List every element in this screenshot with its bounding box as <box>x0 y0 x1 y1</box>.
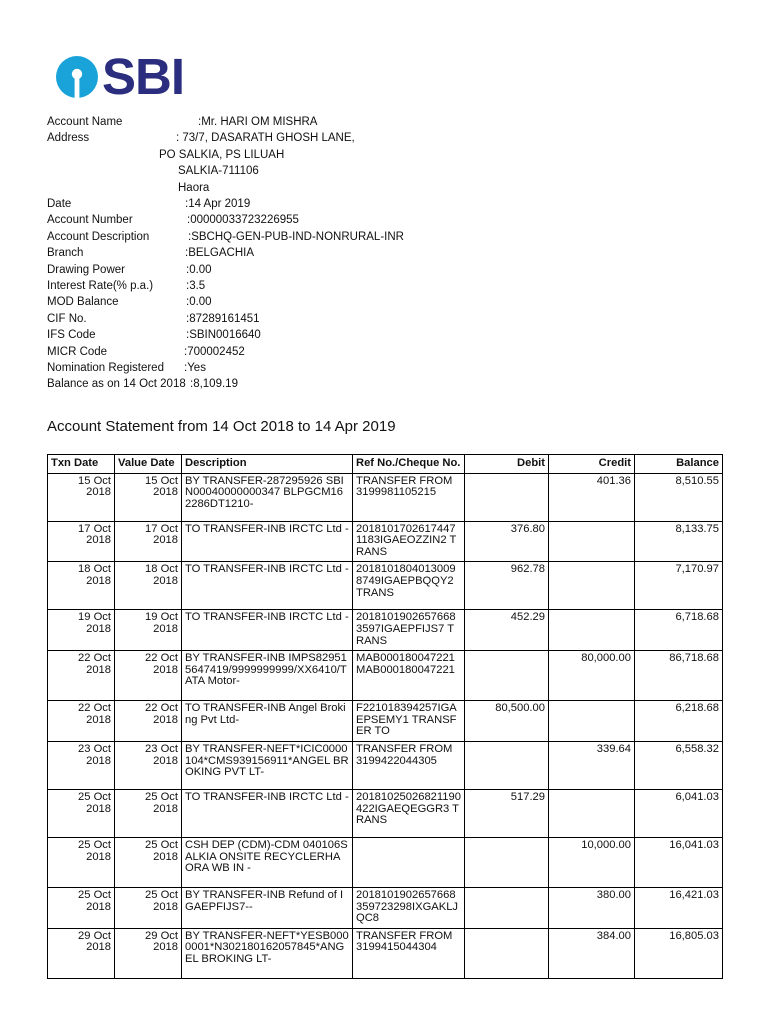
ref-cell: TRANSFER FROM 3199422044305 <box>353 741 465 789</box>
balance-cell: 7,170.97 <box>635 562 723 610</box>
debit-cell: 962.78 <box>465 562 549 610</box>
ifs-code-label: IFS Code <box>47 329 96 342</box>
credit-cell: 80,000.00 <box>549 651 635 701</box>
debit-cell <box>465 473 549 521</box>
txn-date-cell: 15 Oct 2018 <box>48 473 115 521</box>
txn-date-cell: 18 Oct 2018 <box>48 562 115 610</box>
balance-cell: 6,558.32 <box>635 741 723 789</box>
interest-rate-value: :3.5 <box>186 280 206 292</box>
value-date-cell: 22 Oct 2018 <box>115 701 182 742</box>
ref-cell: 20181018040130098749IGAEPBQQY2 TRANS <box>353 562 465 610</box>
value-date-cell: 22 Oct 2018 <box>115 651 182 701</box>
value-date-cell: 15 Oct 2018 <box>115 473 182 521</box>
mod-balance-label: MOD Balance <box>47 296 119 309</box>
debit-cell <box>465 887 549 928</box>
credit-cell <box>549 701 635 742</box>
value-date-cell: 29 Oct 2018 <box>115 928 182 978</box>
txn-date-cell: 23 Oct 2018 <box>48 741 115 789</box>
ref-cell: TRANSFER FROM 3199415044304 <box>353 928 465 978</box>
txn-date-cell: 22 Oct 2018 <box>48 651 115 701</box>
debit-cell <box>465 837 549 887</box>
value-date-cell: 19 Oct 2018 <box>115 610 182 651</box>
txn-date-cell: 17 Oct 2018 <box>48 521 115 562</box>
value-date-cell: 18 Oct 2018 <box>115 562 182 610</box>
transactions-body <box>48 473 723 978</box>
account-description-value: :SBCHQ-GEN-PUB-IND-NONRURAL-INR <box>188 230 404 243</box>
account-name-label: Account Name <box>47 116 123 128</box>
header-description: Description <box>182 455 353 474</box>
micr-code-label: MICR Code <box>47 345 108 358</box>
address-line-4: Haora <box>178 181 210 194</box>
balance-cell: 6,041.03 <box>635 789 723 837</box>
sbi-keyhole-icon <box>55 55 99 99</box>
debit-cell: 80,500.00 <box>465 701 549 742</box>
balance-cell: 16,805.03 <box>635 928 723 978</box>
ref-cell <box>353 837 465 887</box>
ref-cell: TRANSFER FROM 3199981105215 <box>353 473 465 521</box>
transactions-table <box>47 454 723 979</box>
balance-cell: 8,510.55 <box>635 473 723 521</box>
credit-cell: 339.64 <box>549 741 635 789</box>
opening-balance-label: Balance as on 14 Oct 2018 <box>47 378 186 391</box>
description-cell: TO TRANSFER-INB IRCTC Ltd - <box>182 562 353 610</box>
txn-date-cell: 25 Oct 2018 <box>48 789 115 837</box>
nomination-label: Nomination Registered <box>47 362 164 374</box>
header-value-date: Value Date <box>115 455 182 474</box>
ifs-code-value: :SBIN0016640 <box>186 329 261 342</box>
table-row <box>48 610 723 651</box>
table-row <box>48 521 723 562</box>
description-cell: BY TRANSFER-INB Refund of IGAEPFIJS7-- <box>182 887 353 928</box>
sbi-logo <box>55 48 185 105</box>
cif-label: CIF No. <box>47 312 87 325</box>
debit-cell <box>465 928 549 978</box>
account-number-label: Account Number <box>47 214 133 227</box>
debit-cell <box>465 651 549 701</box>
value-date-cell: 23 Oct 2018 <box>115 741 182 789</box>
nomination-value: :Yes <box>184 362 206 374</box>
address-line-2: PO SALKIA, PS LILUAH <box>159 148 285 161</box>
value-date-cell: 25 Oct 2018 <box>115 887 182 928</box>
credit-cell <box>549 562 635 610</box>
address-line-1: : 73/7, DASARATH GHOSH LANE, <box>176 132 355 145</box>
value-date-cell: 25 Oct 2018 <box>115 789 182 837</box>
txn-date-cell: 25 Oct 2018 <box>48 837 115 887</box>
micr-code-value: :700002452 <box>184 345 245 358</box>
balance-cell: 16,041.03 <box>635 837 723 887</box>
table-row <box>48 837 723 887</box>
description-cell: CSH DEP (CDM)-CDM 040106SALKIA ONSITE RECYCLERHAORA WB IN - <box>182 837 353 887</box>
value-date-cell: 17 Oct 2018 <box>115 521 182 562</box>
account-name-value: :Mr. HARI OM MISHRA <box>198 116 318 128</box>
balance-cell: 16,421.03 <box>635 887 723 928</box>
ref-cell: 2018101902657668359723298IXGAKLJQC8 <box>353 887 465 928</box>
header-txn-date: Txn Date <box>48 455 115 474</box>
description-cell: TO TRANSFER-INB IRCTC Ltd - <box>182 610 353 651</box>
txn-date-cell: 19 Oct 2018 <box>48 610 115 651</box>
balance-cell: 8,133.75 <box>635 521 723 562</box>
header-ref: Ref No./Cheque No. <box>353 455 465 474</box>
balance-cell: 86,718.68 <box>635 651 723 701</box>
description-cell: BY TRANSFER-INB IMPS829515647419/9999999999/XX6410/TATA Motor- <box>182 651 353 701</box>
drawing-power-value: :0.00 <box>186 263 212 276</box>
interest-rate-label: Interest Rate(% p.a.) <box>47 280 154 292</box>
table-row <box>48 651 723 701</box>
header-balance: Balance <box>635 455 723 474</box>
balance-cell: 6,218.68 <box>635 701 723 742</box>
credit-cell: 384.00 <box>549 928 635 978</box>
description-cell: BY TRANSFER-NEFT*YESB0000001*N302180162057845*ANGEL BROKING LT- <box>182 928 353 978</box>
mod-balance-value: :0.00 <box>186 296 212 309</box>
txn-date-cell: 22 Oct 2018 <box>48 701 115 742</box>
description-cell: BY TRANSFER-NEFT*ICIC0000104*CMS939156911*ANGEL BROKING PVT LT- <box>182 741 353 789</box>
ref-cell: 20181019026576683597IGAEPFIJS7 TRANS <box>353 610 465 651</box>
credit-cell: 401.36 <box>549 473 635 521</box>
header-debit: Debit <box>465 455 549 474</box>
description-cell: TO TRANSFER-INB IRCTC Ltd - <box>182 789 353 837</box>
table-row <box>48 473 723 521</box>
statement-title: Account Statement from 14 Oct 2018 to 14 Apr 2019 <box>47 418 396 435</box>
description-cell: TO TRANSFER-INB IRCTC Ltd - <box>182 521 353 562</box>
account-description-label: Account Description <box>47 230 150 243</box>
ref-cell: 20181025026821190422IGAEQEGGR3 TRANS <box>353 789 465 837</box>
header-credit: Credit <box>549 455 635 474</box>
description-cell: BY TRANSFER-287295926 SBIN00040000000347 BLPGCM162286DT1210- <box>182 473 353 521</box>
account-number-value: :00000033723226955 <box>187 214 299 227</box>
date-label: Date <box>47 198 72 210</box>
opening-balance-value: :8,109.19 <box>190 378 238 391</box>
address-line-3: SALKIA-711106 <box>178 165 259 178</box>
description-cell: TO TRANSFER-INB Angel Broking Pvt Ltd- <box>182 701 353 742</box>
address-label: Address <box>47 132 90 145</box>
date-value: :14 Apr 2019 <box>185 198 251 210</box>
balance-cell: 6,718.68 <box>635 610 723 651</box>
ref-cell: F221018394257IGAEPSEMY1 TRANSFER TO <box>353 701 465 742</box>
logo-text: SBI <box>102 48 185 105</box>
drawing-power-label: Drawing Power <box>47 263 125 276</box>
table-header-row <box>48 455 723 474</box>
branch-value: :BELGACHIA <box>185 247 255 260</box>
debit-cell: 452.29 <box>465 610 549 651</box>
txn-date-cell: 25 Oct 2018 <box>48 887 115 928</box>
debit-cell: 517.29 <box>465 789 549 837</box>
table-row <box>48 789 723 837</box>
table-row <box>48 887 723 928</box>
txn-date-cell: 29 Oct 2018 <box>48 928 115 978</box>
debit-cell <box>465 741 549 789</box>
table-row <box>48 562 723 610</box>
credit-cell: 380.00 <box>549 887 635 928</box>
table-row <box>48 701 723 742</box>
cif-value: :87289161451 <box>186 312 260 325</box>
ref-cell: 20181017026174471183IGAEOZZIN2 TRANS <box>353 521 465 562</box>
credit-cell: 10,000.00 <box>549 837 635 887</box>
value-date-cell: 25 Oct 2018 <box>115 837 182 887</box>
ref-cell: MAB000180047221 MAB000180047221 <box>353 651 465 701</box>
credit-cell <box>549 610 635 651</box>
debit-cell: 376.80 <box>465 521 549 562</box>
credit-cell <box>549 521 635 562</box>
credit-cell <box>549 789 635 837</box>
table-row <box>48 928 723 978</box>
table-row <box>48 741 723 789</box>
branch-label: Branch <box>47 247 84 260</box>
